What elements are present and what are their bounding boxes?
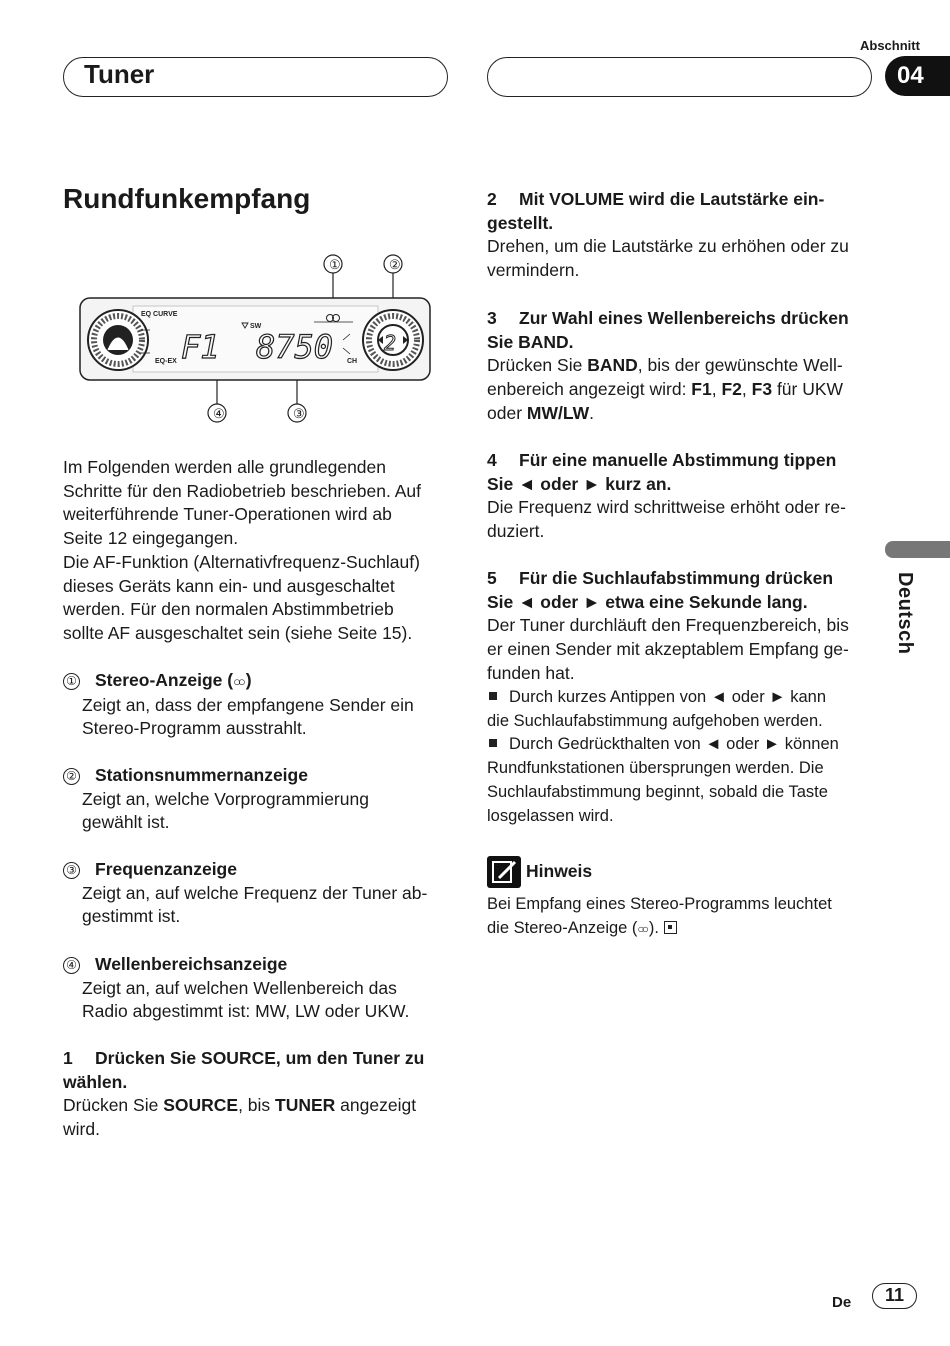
display-band: F1	[181, 328, 220, 366]
stereo-symbol: ○○	[637, 921, 646, 936]
note-title: Hinweis	[526, 861, 593, 881]
page-number: 11	[872, 1283, 917, 1309]
legend-item-frequency: ③ Frequenzanzeige Zeigt an, auf welche Frequenz der Tuner ab- gestimmt ist.	[63, 858, 463, 929]
step-2: 2 Mit VOLUME wird die Lautstärke ein- gestellt. Drehen, um die Lautstärke zu erhöhen oder zu vermindern.	[487, 189, 849, 281]
callout-1: ①	[329, 257, 341, 272]
step-3: 3 Zur Wahl eines Wellenbereichs drücken Sie BAND. Drücken Sie BAND, bis der gewünschte Well- enbereich angezeigt wird: F1, F2, F3 für UKW oder MW/LW.	[487, 308, 849, 423]
section-label: Abschnitt	[860, 38, 920, 53]
bullet-item: Durch Gedrückthalten von ◄ oder ► können	[487, 733, 877, 757]
display-frequency: 8750	[256, 328, 334, 366]
display-figure	[78, 250, 433, 430]
step-5: 5 Für die Suchlaufabstimmung drücken Sie ◄ oder ► etwa eine Sekunde lang. Der Tuner durchläuft den Frequenzbereich, bis er einen Sender mit akzeptablem Empfang ge- funden hat.	[487, 568, 849, 683]
stereo-symbol: ○○	[233, 674, 243, 689]
side-tab-marker	[885, 541, 950, 558]
callout-4: ④	[213, 406, 225, 421]
display-eq-curve: EQ CURVE	[141, 311, 178, 318]
end-mark-icon	[664, 921, 677, 934]
step-1: 1 Drücken Sie SOURCE, um den Tuner zu wählen. Drücken Sie SOURCE, bis TUNER angezeigt wird.	[63, 1048, 425, 1140]
footer-language: De	[832, 1294, 852, 1311]
intro-paragraph: Im Folgenden werden alle grundlegenden Schritte für den Radiobetrieb beschrieben. Auf weiterführende Tuner-Operationen wird ab Seite 12 eingegangen. Die AF-Funktion (Alternativfrequenz-Suchlauf) dieses Geräts kann ein- und ausgeschaltet werden. Für den normalen Abstimmbetrieb sollte AF ausgeschaltet sein (siehe Seite 15).	[63, 457, 421, 643]
callout-2: ②	[389, 257, 401, 272]
section-number-badge: 04	[885, 56, 950, 96]
head-unit-display-illustration	[78, 250, 433, 430]
header-right-frame	[487, 57, 872, 97]
display-eq-ex: EQ-EX	[155, 358, 177, 365]
note-pencil-icon	[487, 856, 521, 888]
legend-item-band: ④ Wellenbereichsanzeige Zeigt an, auf welchen Wellenbereich das Radio abgestimmt ist: MW, LW oder UKW.	[63, 953, 463, 1024]
bullet-square-icon	[489, 692, 497, 700]
step-5-bullets: Durch kurzes Antippen von ◄ oder ► kann die Suchlaufabstimmung aufgehoben werden. Durch Gedrückthalten von ◄ oder ► können Rundfunkstationen übersprungen werden. Die Suchlaufabstimmung beginnt, sobald die Taste losgelassen wird.	[487, 686, 877, 828]
display-sw: SW	[250, 323, 262, 330]
header-title: Tuner	[84, 59, 155, 89]
callout-3: ③	[293, 406, 305, 421]
bullet-item: Durch kurzes Antippen von ◄ oder ► kann	[487, 686, 877, 710]
step-4: 4 Für eine manuelle Abstimmung tippen Sie ◄ oder ► kurz an. Die Frequenz wird schrittweise erhöht oder re- duziert.	[487, 450, 846, 542]
legend-item-station-number: ② Stationsnummernanzeige Zeigt an, welche Vorprogrammierung gewählt ist.	[63, 764, 463, 835]
display-channel: 2	[384, 331, 397, 355]
note-text: Bei Empfang eines Stereo-Programms leuchtet die Stereo-Anzeige (○○ ).	[487, 895, 832, 937]
legend-item-stereo: ① Stereo-Anzeige (○○ ) Zeigt an, dass der empfangene Sender ein Stereo-Programm ausstrahlt.	[63, 669, 463, 741]
page-heading: Rundfunkempfang	[63, 183, 311, 214]
bullet-square-icon	[489, 739, 497, 747]
display-ch: CH	[347, 358, 358, 365]
side-tab-language: Deutsch	[894, 572, 916, 655]
